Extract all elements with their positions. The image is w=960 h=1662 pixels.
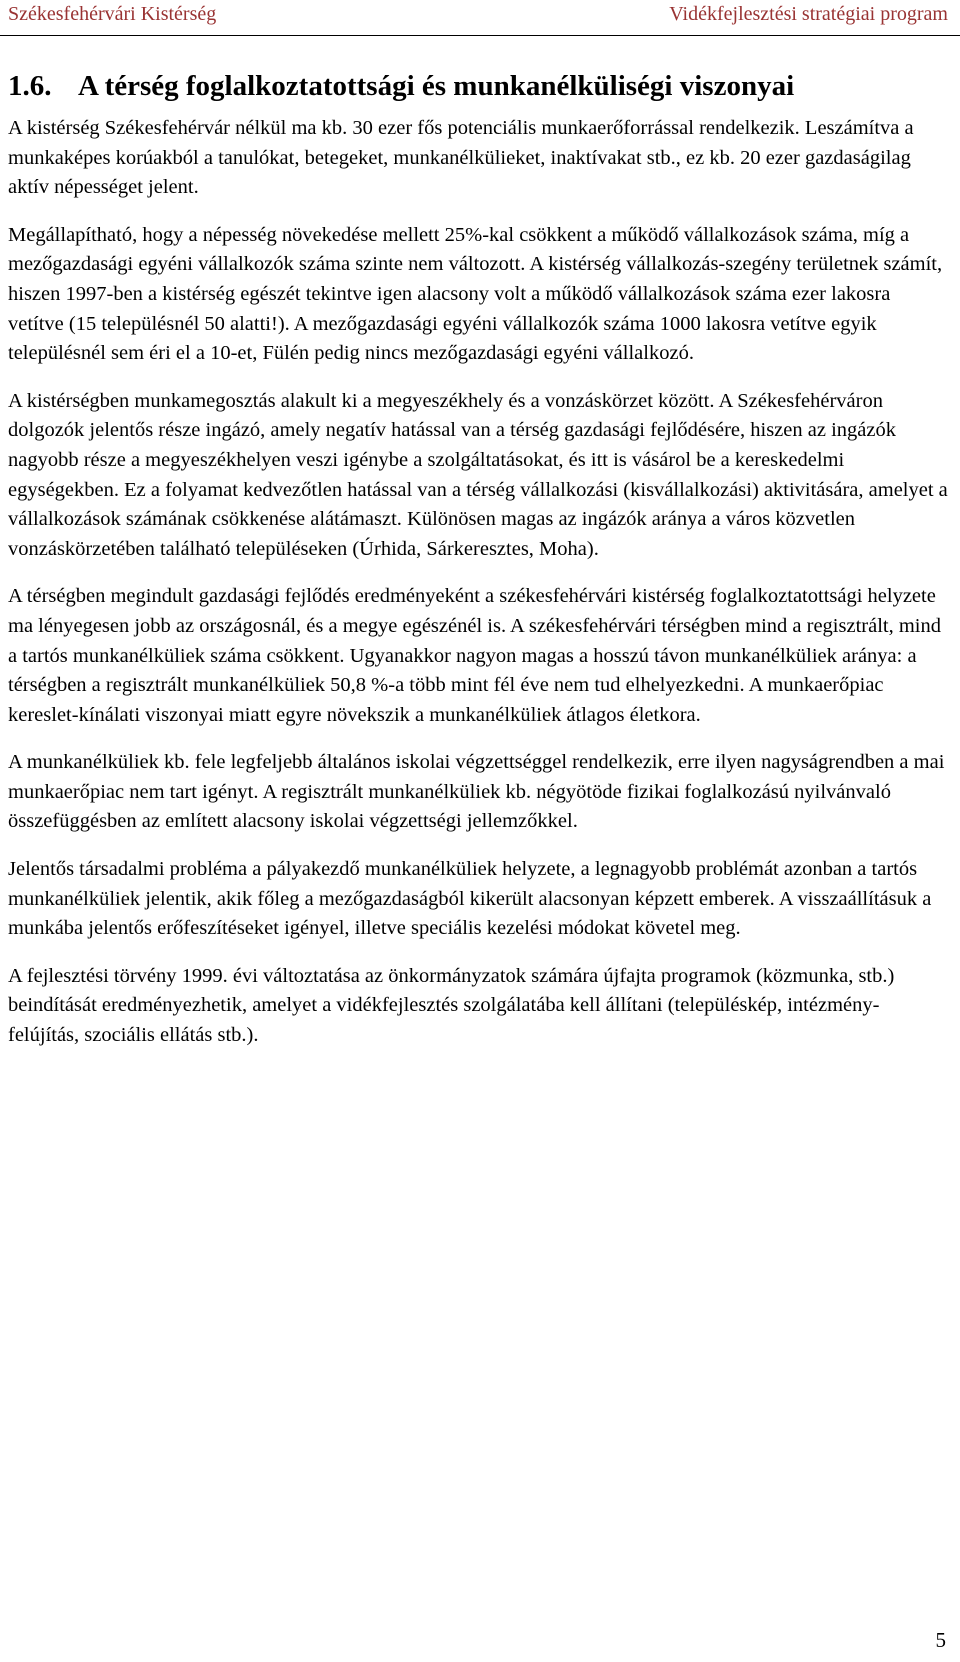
section-number: 1.6. (8, 70, 52, 102)
header-document-region: Székesfehérvári Kistérség (8, 3, 217, 25)
paragraph-education-level: A munkanélküliek kb. fele legfeljebb általános iskolai végzettséggel rendelkezik, erre ilyen nagyságrendben a mai munkaerőpiac nem tart igényt. A regisztrált munkanélküliek kb. négyötöde fizikai foglalkozású nyilvánvaló összefüggésben az említett alacsony iskolai végzettségi jellemzőkkel. (8, 751, 945, 833)
page-body (8, 66, 948, 1051)
paragraph-commuting: A kistérségben munkamegosztás alakult ki a megyeszékhely és a vonzáskörzet között. A Székesfehérváron dolgozók jelentős része ingázó, amely negatív hatással van a térség gazdasági fejlődésére, hiszen az ingázók nagyobb része a megyeszékhelyen veszi igénybe a szolgáltatásokat, és itt is vásárol be a kereskedelmi egységekben. Ez a folyamat kedvezőtlen hatással van a térség vállalkozási (kisvállalkozási) aktivitására, amelyet a vállalkozások számának csökkenése alátámaszt. Különösen magas az ingázók aránya a város közvetlen vonzáskörzetében található településeken (Úrhida, Sárkeresztes, Moha). (8, 389, 948, 560)
paragraph-development-law: A fejlesztési törvény 1999. évi változtatása az önkormányzatok számára újfajta programok (közmunka, stb.) beindítását eredményezhetik, amelyet a vidékfejlesztés szolgálatába kell állítani (településkép, intézmény-felújítás, szociális ellátás stb.). (8, 964, 895, 1047)
paragraph-enterprises: Megállapítható, hogy a népesség növekedése mellett 25%-kal csökkent a működő vállalkozások száma, míg a mezőgazdasági egyéni vállalkozók száma szinte nem változott. A kistérség vállalkozás-szegény területnek számít, hiszen 1997-ben a kistérség egészét tekintve igen alacsony volt a működő vállalkozások száma ezer lakosra vetítve (15 településnél 50 alatti!). A mezőgazdasági egyéni vállalkozók száma 1000 lakosra vetítve egyik településnél sem éri el a 10-et, Fülén pedig nincs mezőgazdasági egyéni vállalkozó. (8, 223, 943, 365)
section-heading (8, 66, 948, 106)
paragraph-employment-situation: A térségben megindult gazdasági fejlődés eredményeként a székesfehérvári kistérség foglalkoztatottsági helyzete ma lényegesen jobb az országosnál, és a megye egészénél is. A székesfehérvári térségben mind a regisztrált, mind a tartós munkanélküliek száma csökkent. Ugyanakkor nagyon magas a hosszú távon munkanélküliek aránya: a térségben a regisztrált munkanélküliek 50,8 %-a több mint fél éve nem tud elhelyezkedni. A munkaerőpiac kereslet-kínálati viszonyai miatt egyre növekszik a munkanélküliek átlagos életkora. (8, 585, 941, 726)
paragraph-labor-force: A kistérség Székesfehérvár nélkül ma kb. 30 ezer fős potenciális munkaerőforrással rendelkezik. Leszámítva a munkaképes korúakból a tanulókat, betegeket, munkanélkülieket, inaktívakat stb., ez kb. 20 ezer gazdaságilag aktív népességet jelent. (8, 117, 914, 199)
running-header (0, 0, 960, 36)
section-title: A térség foglalkoztatottsági és munkanélküliségi viszonyai (78, 70, 795, 102)
header-document-title: Vidékfejlesztési stratégiai program (669, 3, 948, 25)
paragraph-social-problem: Jelentős társadalmi probléma a pályakezdő munkanélküliek helyzete, a legnagyobb problémát azonban a tartós munkanélküliek jelentik, akik főleg a mezőgazdaságból kikerült alacsonyan képzett emberek. A visszaállításuk a munkába jelentős erőfeszítéseket igényel, illetve speciális kezelési módokat követel meg. (8, 858, 932, 940)
page-number: 5 (935, 1628, 946, 1652)
